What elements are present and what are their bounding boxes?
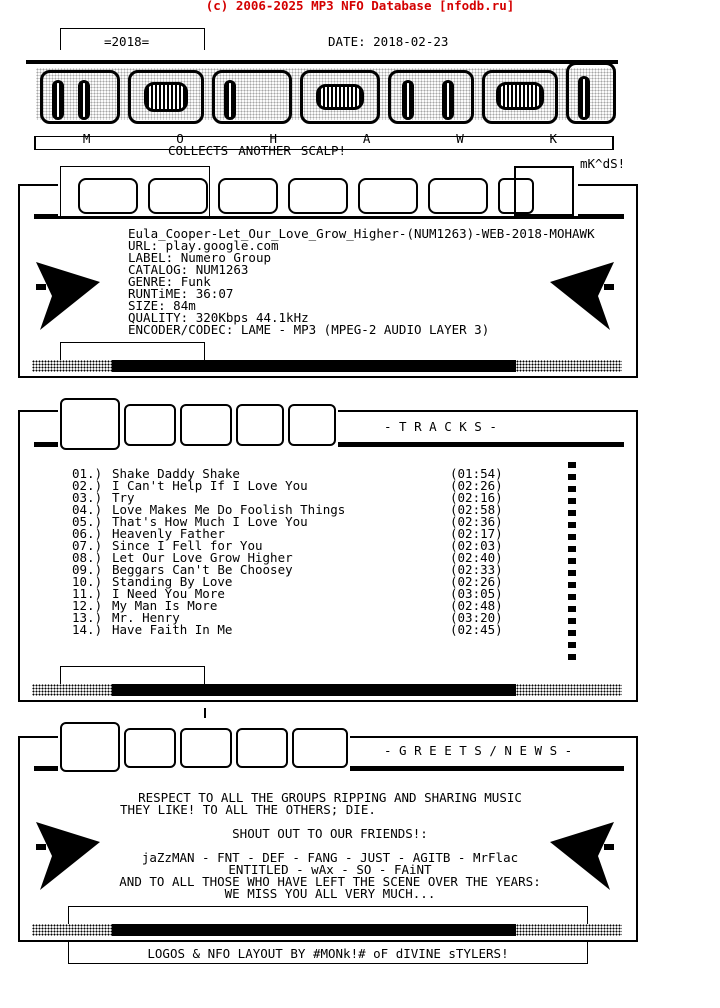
list-item: 06.) Heavenly Father (02:17) — [72, 526, 503, 541]
year-tag: =2018= — [104, 34, 150, 49]
arrow-left-icon — [544, 244, 620, 336]
list-item: 05.) That's How Much I Love You (02:36) — [72, 514, 503, 529]
list-item: 03.) Try (02:16) — [72, 490, 503, 505]
release-field: GENRE: Funk — [128, 274, 211, 289]
spelled-letter: A — [362, 131, 371, 146]
signature: mK^dS! — [580, 156, 626, 171]
list-item: 11.) I Need You More (03:05) — [72, 586, 503, 601]
spelled-letter: W — [456, 131, 464, 146]
spelled-letter: O — [176, 131, 184, 146]
tracks-heading: - T R A C K S - — [384, 419, 497, 434]
greets-heading: - G R E E T S / N E W S - — [384, 743, 573, 758]
release-name: Eula_Cooper-Let_Our_Love_Grow_Higher-(NUM1263)-WEB-2018-MOHAWK — [128, 226, 595, 241]
track-list — [72, 468, 503, 636]
square-column — [568, 462, 576, 662]
list-item: 07.) Since I Fell for You (02:03) — [72, 538, 503, 553]
slogan-word: SCALP! — [300, 143, 347, 158]
list-item: 13.) Mr. Henry (03:20) — [72, 610, 503, 625]
release-field: CATALOG: NUM1263 — [128, 262, 249, 277]
list-item: 09.) Beggars Can't Be Choosey (02:33) — [72, 562, 503, 577]
list-item: 02.) I Can't Help If I Love You (02:26) — [72, 478, 503, 493]
list-item: 14.) Have Faith In Me (02:45) — [72, 622, 503, 637]
tracks-logo — [58, 394, 338, 450]
release-info-logo — [58, 166, 578, 216]
spelled-letter: K — [549, 131, 558, 146]
release-details — [128, 228, 595, 336]
release-field: URL: play.google.com — [128, 238, 279, 253]
release-field: ENCODER/CODEC: LAME - MP3 (MPEG-2 AUDIO LAYER 3) — [128, 322, 490, 337]
copyright-line: (c) 2006-2025 MP3 NFO Database [nfodb.ru] — [205, 0, 515, 13]
list-item: 04.) Love Makes Me Do Foolish Things (02:58) — [72, 502, 503, 517]
mohawk-logo — [22, 54, 622, 134]
list-item: 12.) My Man Is More (02:48) — [72, 598, 503, 613]
slogan-word: ANOTHER — [238, 143, 291, 158]
header — [0, 20, 720, 170]
release-field: QUALITY: 320Kbps 44.1kHz — [128, 310, 309, 325]
layout-credit: LOGOS & NFO LAYOUT BY #MONk!# oF dIVINE sTYLERS! — [147, 946, 509, 961]
spelled-letter: M — [82, 131, 91, 146]
list-item: 01.) Shake Daddy Shake (01:54) — [72, 466, 503, 481]
release-field: LABEL: Numero Group — [128, 250, 271, 265]
slogan-word: COLLECTS — [168, 143, 229, 158]
spelled-letter: H — [269, 131, 278, 146]
greets-text: RESPECT TO ALL THE GROUPS RIPPING AND SHARING MUSIC THEY LIKE! TO ALL THE OTHERS; DIE. SHOUT OUT TO OUR FRIENDS!: jaZzMAN - FNT - DEF - FANG - JUST - AGITB - MrFlac ENTITLED - wAx - SO - FAiNT AND TO ALL THOSE WHO HAVE LEFT THE SCENE OVER THE YEARS: WE MISS YOU ALL VERY MUCH... — [119, 790, 541, 901]
release-field: RUNTiME: 36:07 — [128, 286, 234, 301]
arrow-right-icon — [30, 804, 106, 896]
release-field: SIZE: 84m — [128, 298, 196, 313]
arrow-left-icon — [544, 804, 620, 896]
list-item: 10.) Standing By Love (02:26) — [72, 574, 503, 589]
greets-logo — [58, 718, 350, 774]
release-date: DATE: 2018-02-23 — [328, 34, 449, 49]
list-item: 08.) Let Our Love Grow Higher (02:40) — [72, 550, 503, 565]
arrow-right-icon — [30, 244, 106, 336]
